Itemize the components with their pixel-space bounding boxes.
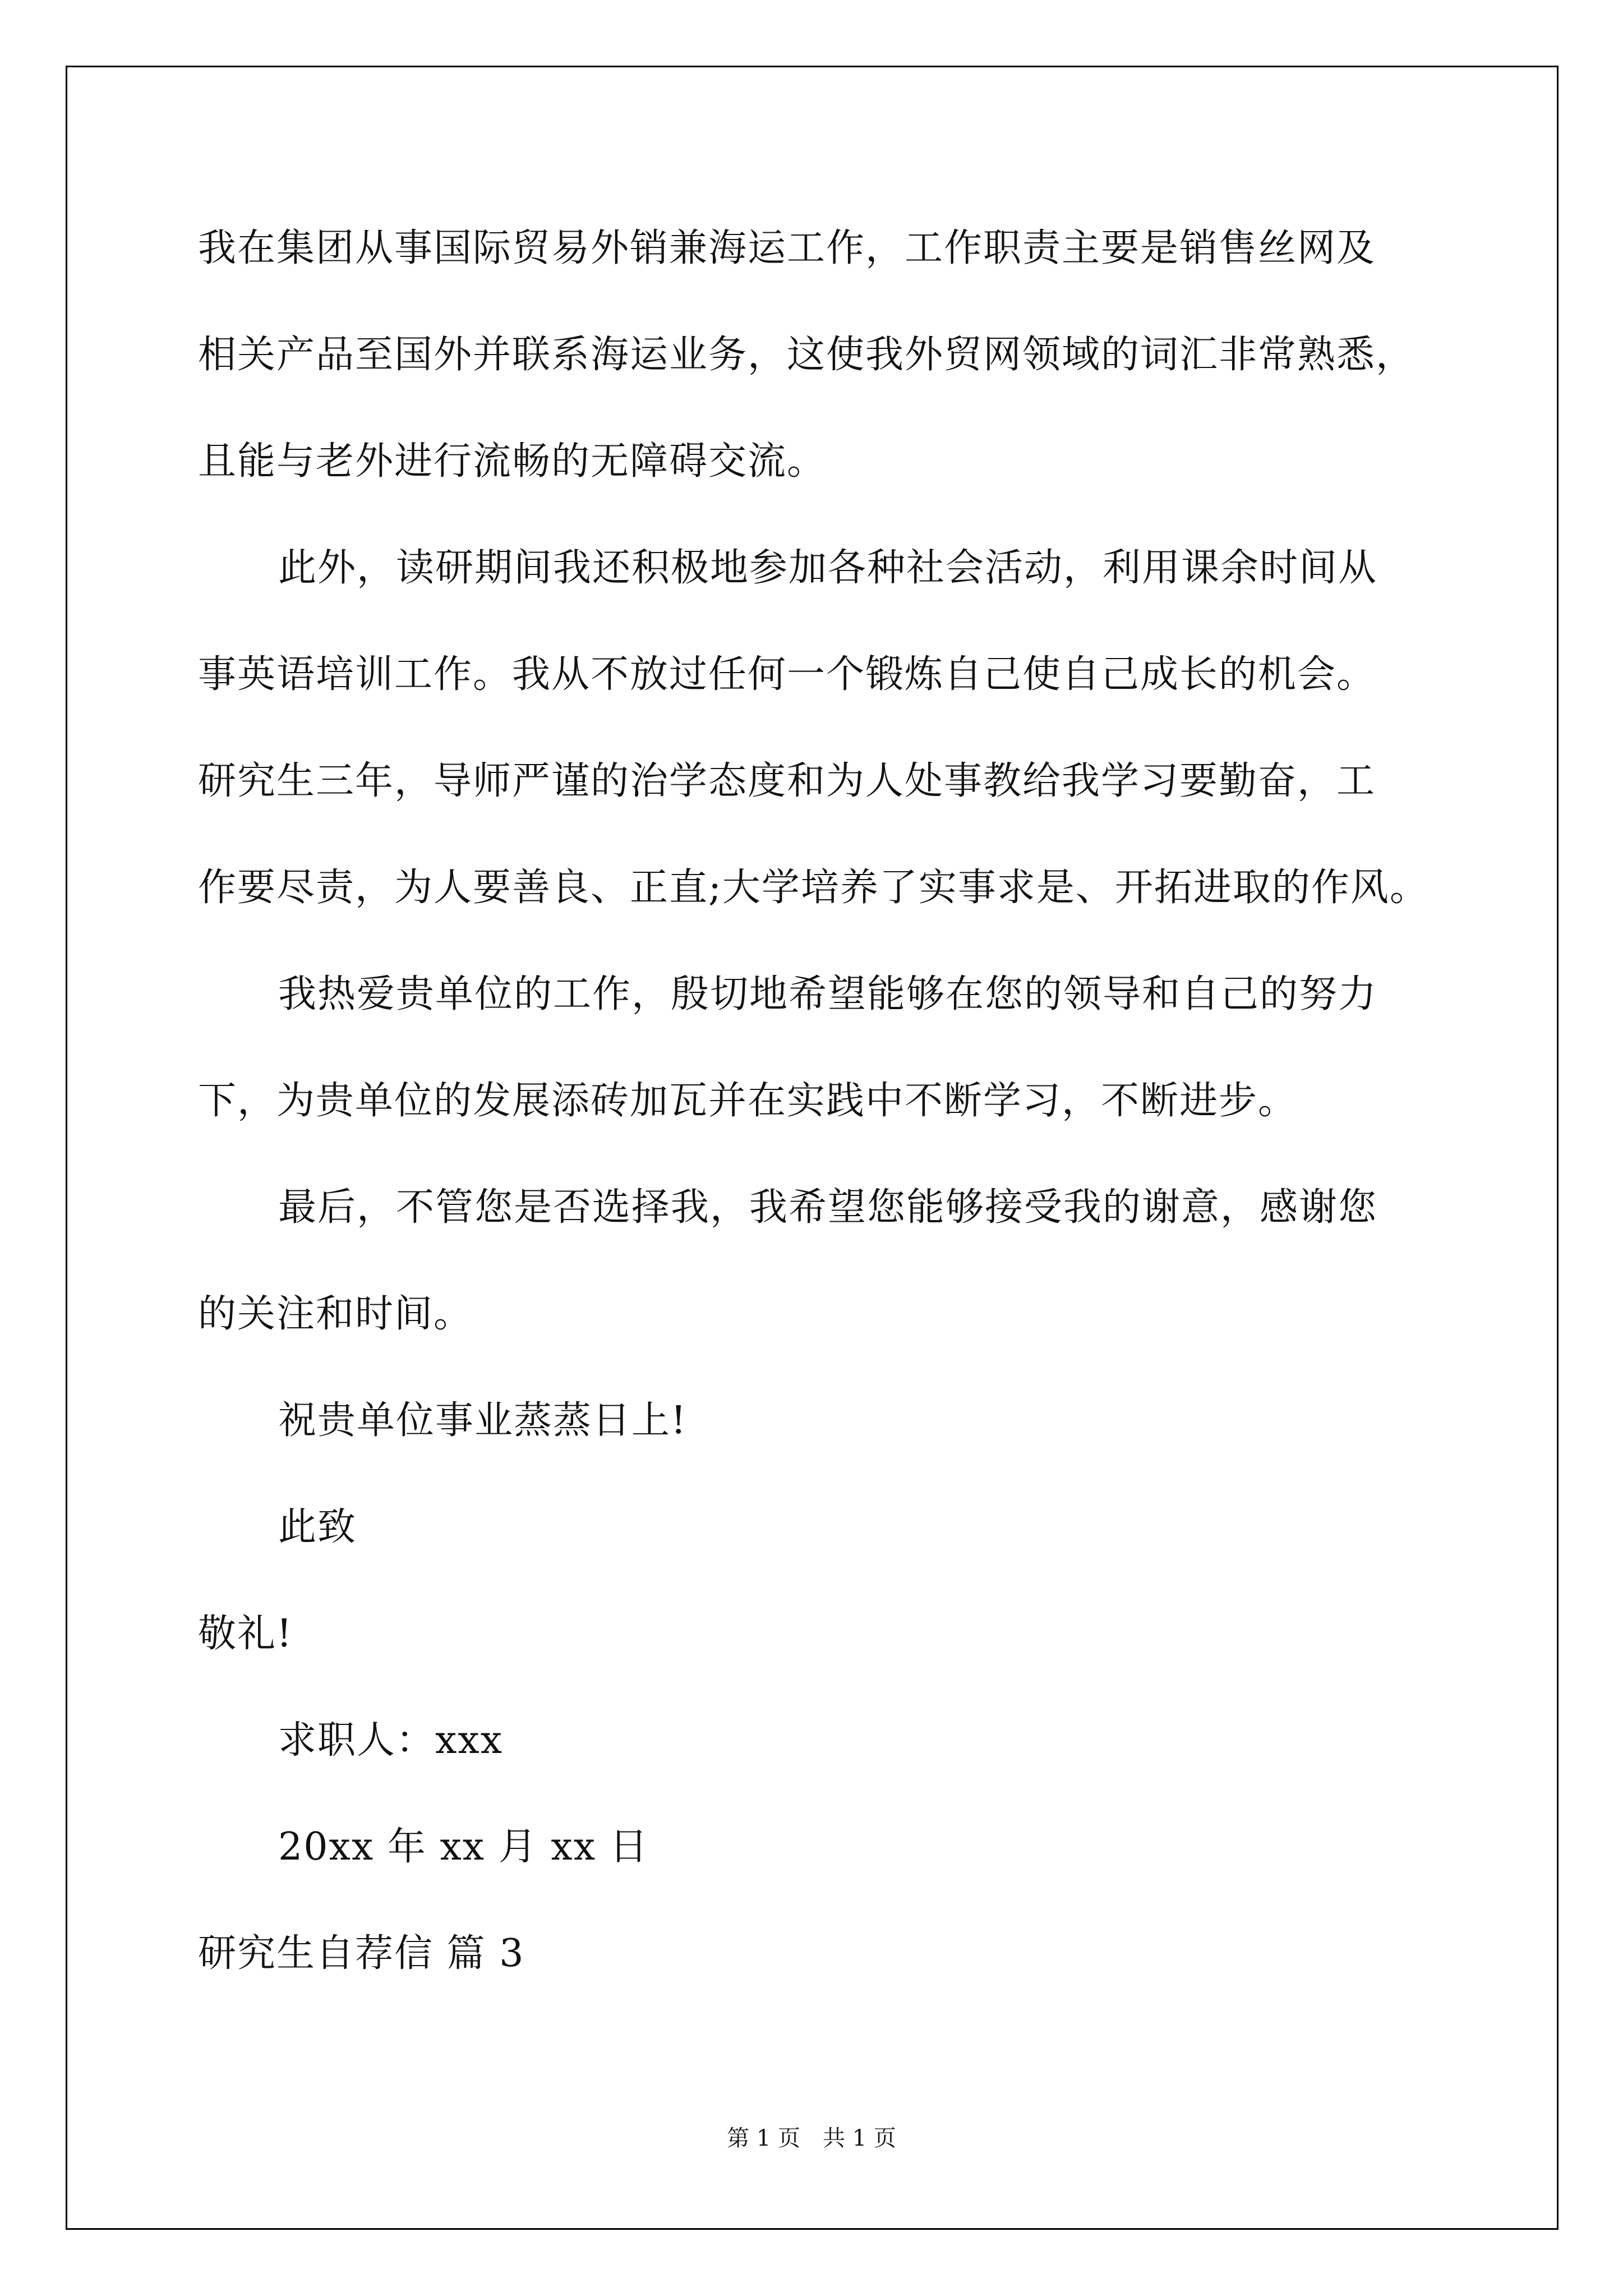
text-line: 且能与老外进行流畅的无障碍交流。: [198, 439, 827, 484]
section-heading: 研究生自荐信 篇 3: [198, 1931, 525, 1976]
text-line: 此致: [278, 1505, 357, 1549]
text-line: 相关产品至国外并联系海运业务，这使我外贸网领域的词汇非常熟悉，: [198, 333, 1415, 377]
text-line: 下，为贵单位的发展添砖加瓦并在实践中不断学习，不断进步。: [198, 1079, 1298, 1123]
text-line: 祝贵单位事业蒸蒸日上!: [278, 1398, 688, 1443]
text-line: 最后，不管您是否选择我，我希望您能够接受我的谢意，感谢您: [278, 1185, 1378, 1230]
text-line: 事英语培训工作。我从不放过任何一个锻炼自己使自己成长的机会。: [198, 652, 1376, 697]
text-line: 研究生三年，导师严谨的治学态度和为人处事教给我学习要勤奋，工: [198, 759, 1376, 803]
text-line: 此外，读研期间我还积极地参加各种社会活动，利用课余时间从: [278, 546, 1378, 590]
text-line: 我在集团从事国际贸易外销兼海运工作，工作职责主要是销售丝网及: [198, 226, 1376, 270]
text-line: 作要尽责，为人要善良、正直;大学培养了实事求是、开拓进取的作风。: [198, 866, 1429, 910]
text-line: 求职人：xxx: [278, 1718, 504, 1763]
text-line: 的关注和时间。: [198, 1292, 473, 1336]
page-border: [66, 66, 1559, 2230]
text-line: 20xx 年 xx 月 xx 日: [278, 1825, 649, 1869]
page-footer: 第 1 页 共 1 页: [727, 2125, 896, 2151]
text-line: 我热爱贵单位的工作，殷切地希望能够在您的领导和自己的努力: [278, 972, 1378, 1016]
text-line: 敬礼!: [198, 1612, 293, 1656]
